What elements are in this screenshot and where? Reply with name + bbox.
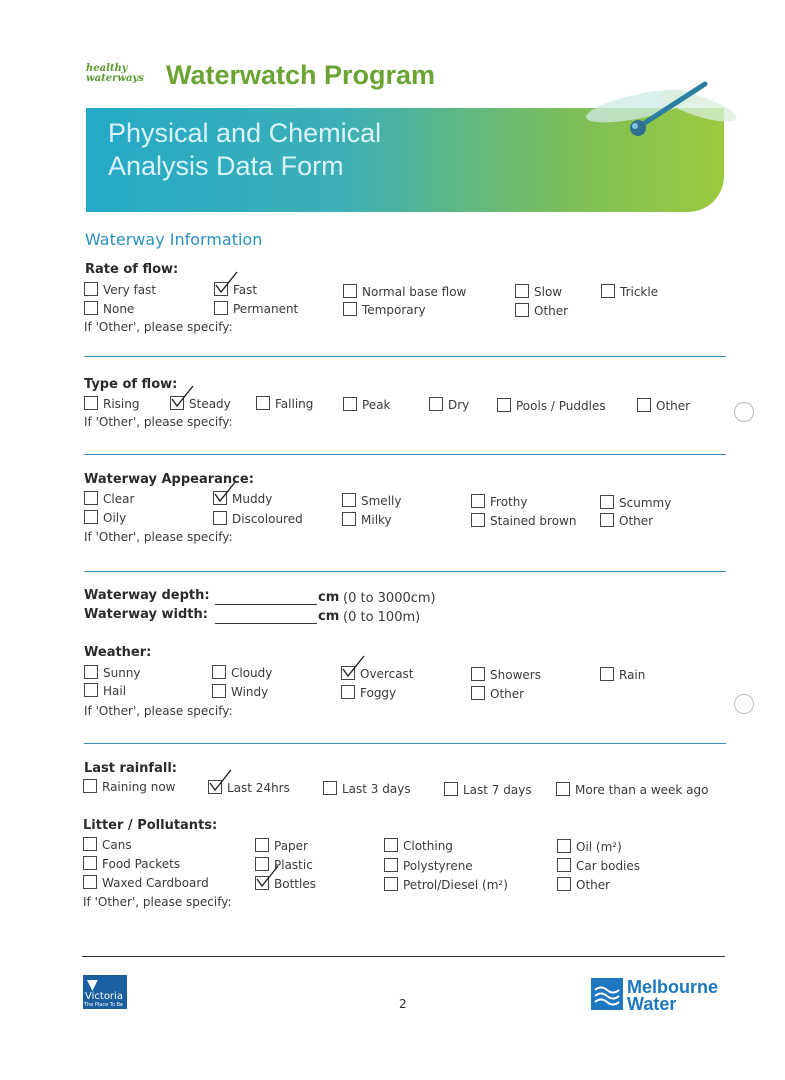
appearance-smelly-option[interactable]: Smelly: [342, 493, 401, 509]
checkbox[interactable]: [343, 397, 357, 411]
logo-line-2: waterways: [86, 73, 144, 84]
checkbox[interactable]: [342, 512, 356, 526]
checkbox[interactable]: [471, 494, 485, 508]
logo-line-1: healthy: [86, 63, 128, 74]
checkbox[interactable]: [323, 781, 337, 795]
type-specify-label: If 'Other', please specify:: [84, 415, 233, 429]
litter-waxed-cardboard-option[interactable]: Waxed Cardboard: [83, 875, 209, 891]
appearance-frothy-option[interactable]: Frothy: [471, 494, 527, 510]
checkbox[interactable]: [341, 685, 355, 699]
width-range: (0 to 100m): [343, 610, 421, 625]
appearance-discoloured-option[interactable]: Discoloured: [213, 511, 303, 527]
type-of-flow-label: Type of flow:: [84, 377, 178, 392]
checkbox[interactable]: [515, 284, 529, 298]
appearance-specify-label: If 'Other', please specify:: [84, 530, 233, 544]
weather-overcast-option[interactable]: Overcast: [341, 666, 414, 682]
checkbox[interactable]: [429, 397, 443, 411]
litter-specify-label: If 'Other', please specify:: [83, 895, 232, 909]
checkbox[interactable]: [212, 684, 226, 698]
checkbox[interactable]: [497, 398, 511, 412]
rate-normal-base-flow-option[interactable]: Normal base flow: [343, 284, 466, 300]
checkbox[interactable]: [84, 665, 98, 679]
checkbox[interactable]: [84, 282, 98, 296]
litter-cans-option[interactable]: Cans: [83, 837, 132, 853]
appearance-muddy-option[interactable]: Muddy: [213, 491, 272, 507]
weather-other-option[interactable]: Other: [471, 686, 524, 702]
checkbox-checked[interactable]: [170, 396, 184, 410]
checkbox[interactable]: [84, 683, 98, 697]
litter-oil-option[interactable]: Oil (m²): [557, 839, 622, 855]
footer-divider: [82, 956, 725, 957]
checkbox[interactable]: [471, 667, 485, 681]
litter-food-packets-option[interactable]: Food Packets: [83, 856, 180, 872]
rate-temporary-option[interactable]: Temporary: [343, 302, 426, 318]
type-dry-option[interactable]: Dry: [429, 397, 469, 413]
litter-other-option[interactable]: Other: [557, 877, 610, 893]
rainfall-label: Last rainfall:: [84, 761, 177, 776]
appearance-stained-brown-option[interactable]: Stained brown: [471, 513, 576, 529]
checkbox[interactable]: [212, 665, 226, 679]
width-unit: cm: [318, 609, 340, 624]
weather-showers-option[interactable]: Showers: [471, 667, 541, 683]
punch-hole: [734, 694, 754, 714]
mw-line-1: Melbourne: [627, 977, 719, 997]
litter-car-bodies-option[interactable]: Car bodies: [557, 858, 640, 874]
mw-line-2: Water: [627, 994, 677, 1014]
checkbox-checked[interactable]: [214, 282, 228, 296]
type-pools-puddles-option[interactable]: Pools / Puddles: [497, 398, 606, 414]
width-input[interactable]: [215, 609, 317, 628]
depth-label: Waterway depth:: [84, 588, 210, 603]
checkbox[interactable]: [384, 838, 398, 852]
checkbox[interactable]: [84, 396, 98, 410]
checkbox[interactable]: [444, 782, 458, 796]
weather-rain-option[interactable]: Rain: [600, 667, 645, 683]
weather-hail-option[interactable]: Hail: [84, 683, 126, 699]
rate-permanent-option[interactable]: Permanent: [214, 301, 298, 317]
checkbox[interactable]: [83, 875, 97, 889]
rate-of-flow-label: Rate of flow:: [85, 262, 179, 277]
rate-other-option[interactable]: Other: [515, 303, 568, 319]
weather-specify-label: If 'Other', please specify:: [84, 704, 233, 718]
divider: [84, 454, 726, 455]
litter-paper-option[interactable]: Paper: [255, 838, 308, 854]
checkbox-checked[interactable]: [255, 876, 269, 890]
divider: [84, 571, 726, 572]
checkbox[interactable]: [84, 510, 98, 524]
rate-specify-label: If 'Other', please specify:: [84, 320, 233, 334]
victoria-tagline: The Place To Be: [84, 1002, 124, 1008]
melbourne-water-logo: [627, 979, 718, 1013]
program-title: Waterwatch Program: [166, 60, 436, 90]
rate-very-fast-option[interactable]: Very fast: [84, 282, 156, 298]
healthy-waterways-logo: [86, 64, 144, 84]
rate-none-option[interactable]: None: [84, 301, 134, 317]
weather-cloudy-option[interactable]: Cloudy: [212, 665, 272, 681]
litter-clothing-option[interactable]: Clothing: [384, 838, 453, 854]
litter-polystyrene-option[interactable]: Polystyrene: [384, 858, 473, 874]
checkbox[interactable]: [213, 511, 227, 525]
dragonfly-icon: [580, 66, 745, 156]
depth-unit: cm: [318, 590, 340, 605]
checkbox[interactable]: [83, 779, 97, 793]
rainfall-last-24hrs-option[interactable]: Last 24hrs: [208, 780, 290, 796]
victoria-label: Victoria: [85, 991, 123, 1002]
appearance-clear-option[interactable]: Clear: [84, 491, 134, 507]
rate-slow-option[interactable]: Slow: [515, 284, 562, 300]
rate-fast-option[interactable]: Fast: [214, 282, 257, 298]
checkbox[interactable]: [556, 782, 570, 796]
checkbox[interactable]: [84, 301, 98, 315]
weather-sunny-option[interactable]: Sunny: [84, 665, 141, 681]
melbourne-water-icon: [591, 978, 623, 1010]
checkbox[interactable]: [343, 302, 357, 316]
checkbox[interactable]: [601, 284, 615, 298]
checkbox[interactable]: [83, 837, 97, 851]
type-rising-option[interactable]: Rising: [84, 396, 139, 412]
checkbox[interactable]: [600, 667, 614, 681]
appearance-milky-option[interactable]: Milky: [342, 512, 392, 528]
type-steady-option[interactable]: Steady: [170, 396, 231, 412]
appearance-scummy-option[interactable]: Scummy: [600, 495, 671, 511]
checkbox[interactable]: [471, 686, 485, 700]
checkbox[interactable]: [214, 301, 228, 315]
litter-label: Litter / Pollutants:: [83, 818, 218, 833]
victoria-logo: [83, 975, 127, 1009]
page-number: 2: [399, 997, 407, 1011]
checkbox[interactable]: [515, 303, 529, 317]
rainfall-more-than-week-option[interactable]: More than a week ago: [556, 782, 708, 798]
divider: [84, 356, 726, 357]
victoria-v-icon: ▼: [87, 977, 98, 993]
rainfall-last-3-days-option[interactable]: Last 3 days: [323, 781, 411, 797]
type-peak-option[interactable]: Peak: [343, 397, 391, 413]
section-title: Waterway Information: [85, 230, 263, 249]
checkbox-checked[interactable]: [208, 780, 222, 794]
width-label: Waterway width:: [84, 607, 208, 622]
checkbox[interactable]: [384, 858, 398, 872]
checkbox[interactable]: [557, 858, 571, 872]
form-title: [108, 117, 381, 183]
litter-petrol-diesel-option[interactable]: Petrol/Diesel (m²): [384, 877, 508, 893]
weather-foggy-option[interactable]: Foggy: [341, 685, 396, 701]
form-title-line-2: Analysis Data Form: [108, 151, 344, 181]
checkbox[interactable]: [83, 856, 97, 870]
checkbox[interactable]: [557, 839, 571, 853]
checkbox[interactable]: [256, 396, 270, 410]
checkbox[interactable]: [84, 491, 98, 505]
type-falling-option[interactable]: Falling: [256, 396, 313, 412]
appearance-other-option[interactable]: Other: [600, 513, 653, 529]
appearance-label: Waterway Appearance:: [84, 472, 254, 487]
checkbox-checked[interactable]: [341, 666, 355, 680]
rainfall-raining-now-option[interactable]: Raining now: [83, 779, 176, 795]
punch-hole: [734, 402, 754, 422]
depth-input[interactable]: [215, 590, 317, 609]
checkbox[interactable]: [600, 513, 614, 527]
rate-trickle-option[interactable]: Trickle: [601, 284, 658, 300]
appearance-oily-option[interactable]: Oily: [84, 510, 126, 526]
weather-windy-option[interactable]: Windy: [212, 684, 268, 700]
checkbox[interactable]: [384, 877, 398, 891]
checkbox-checked[interactable]: [213, 491, 227, 505]
divider: [84, 743, 726, 744]
litter-plastic-option[interactable]: Plastic: [255, 857, 313, 873]
rainfall-last-7-days-option[interactable]: Last 7 days: [444, 782, 532, 798]
form-title-line-1: Physical and Chemical: [108, 118, 382, 148]
depth-range: (0 to 3000cm): [343, 591, 436, 606]
weather-label: Weather:: [84, 645, 152, 660]
type-other-option[interactable]: Other: [637, 398, 690, 414]
checkbox[interactable]: [637, 398, 651, 412]
checkbox[interactable]: [342, 493, 356, 507]
litter-bottles-option[interactable]: Bottles: [255, 876, 316, 892]
checkbox[interactable]: [600, 495, 614, 509]
checkbox[interactable]: [255, 857, 269, 871]
checkbox[interactable]: [343, 284, 357, 298]
checkbox[interactable]: [255, 838, 269, 852]
checkbox[interactable]: [557, 877, 571, 891]
checkbox[interactable]: [471, 513, 485, 527]
